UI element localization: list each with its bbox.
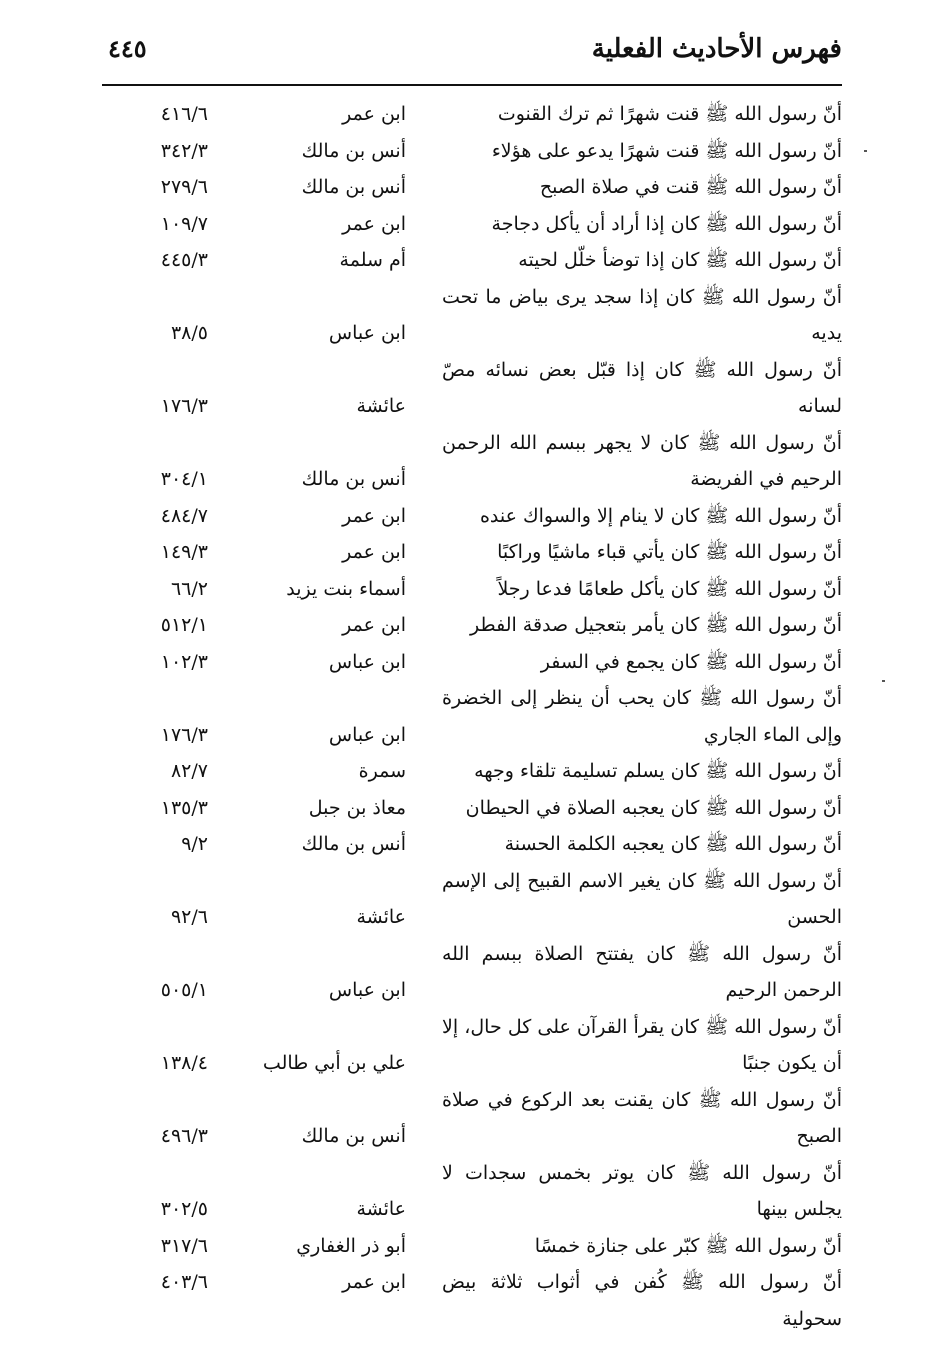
- narrator-name: ابن عباس: [328, 650, 406, 673]
- narrator-name: ابن عباس: [328, 322, 406, 344]
- index-entry: [108, 863, 842, 936]
- volume-page-ref: ٣٤٢/٣: [160, 139, 208, 162]
- narrator-name: ابن عمر: [342, 212, 406, 235]
- narrator-name: ابن عمر: [342, 541, 406, 563]
- hadith-text: أنّ رسول الله ﷺ كان إذا سجد يرى بياض ما تحت يديه: [442, 285, 842, 344]
- hadith-text: أنّ رسول الله ﷺ كان إذا توضأ خلّل لحيته: [518, 249, 842, 271]
- narrator-name: علي بن أبي طالب: [262, 1052, 406, 1074]
- hadith-text: أنّ رسول الله ﷺ قنت شهرًا يدعو على هؤلاء: [491, 139, 842, 162]
- hadith-text: أنّ رسول الله ﷺ كُفن في أثواب ثلاثة بيض سحولية: [442, 1271, 842, 1330]
- volume-page-ref: ٤٤٥/٣: [160, 249, 208, 271]
- scan-speck: [864, 150, 867, 152]
- narrator-name: سمرة: [358, 760, 406, 782]
- narrator-name: أنس بن مالك: [301, 176, 406, 198]
- hadith-text: أنّ رسول الله ﷺ كان يأمر بتعجيل صدقة الفطر: [470, 614, 842, 636]
- volume-page-ref: ٣٠٤/١: [160, 468, 208, 490]
- index-entry: [108, 1264, 842, 1330]
- index-entry: [108, 352, 842, 425]
- narrator-name: أنس بن مالك: [301, 468, 406, 490]
- volume-page-ref: ٣٨/٥: [170, 322, 208, 344]
- narrator-name: عائشة: [356, 906, 406, 928]
- hadith-text: أنّ رسول الله ﷺ كان يأتي قباء ماشيًا وراكبًا: [497, 541, 842, 563]
- hadith-text: أنّ رسول الله ﷺ كان يعجبه الكلمة الحسنة: [504, 833, 842, 855]
- index-entry: [108, 498, 842, 535]
- index-entry: [108, 1009, 842, 1082]
- volume-page-ref: ٦٦/٢: [170, 577, 208, 600]
- volume-page-ref: ١٧٦/٣: [160, 723, 208, 746]
- hadith-text: أنّ رسول الله ﷺ كان إذا قبّل بعض نسائه مصّ لسانه: [442, 358, 842, 417]
- hadith-index-list: [108, 96, 842, 1330]
- index-entry: [108, 1082, 842, 1155]
- narrator-name: أنس بن مالك: [301, 1125, 406, 1147]
- volume-page-ref: ٣٠٢/٥: [160, 1198, 208, 1220]
- narrator-name: ابن عمر: [342, 1271, 406, 1293]
- index-entry: [108, 133, 842, 170]
- narrator-name: ابن عمر: [342, 504, 406, 527]
- index-entry: [108, 680, 842, 753]
- hadith-text: أنّ رسول الله ﷺ كان يفتتح الصلاة ببسم الله الرحمن الرحيم: [442, 942, 842, 1001]
- hadith-text: أنّ رسول الله ﷺ كان يوتر بخمس سجدات لا يجلس بينها: [442, 1161, 842, 1220]
- volume-page-ref: ٤٨٤/٧: [160, 504, 208, 527]
- narrator-name: أنس بن مالك: [301, 139, 406, 162]
- volume-page-ref: ١٠٩/٧: [160, 212, 208, 235]
- hadith-text: أنّ رسول الله ﷺ كان يحب أن ينظر إلى الخضرة وإلى الماء الجاري: [442, 687, 842, 746]
- hadith-text: أنّ رسول الله ﷺ كان يأكل طعامًا فدعا رجلاً: [497, 577, 842, 600]
- hadith-text: أنّ رسول الله ﷺ كان يجمع في السفر: [540, 650, 842, 673]
- scan-speck: [882, 680, 885, 682]
- hadith-text: أنّ رسول الله ﷺ كان يغير الاسم القبيح إلى الإسم الحسن: [442, 869, 842, 928]
- hadith-text: أنّ رسول الله ﷺ كان لا يجهر ببسم الله الرحمن الرحيم في الفريضة: [442, 431, 842, 490]
- volume-page-ref: ٩/٢: [181, 833, 208, 855]
- hadith-text: أنّ رسول الله ﷺ كان يقرأ القرآن على كل حال، إلا أن يكون جنبًا: [442, 1015, 842, 1074]
- volume-page-ref: ١٧٦/٣: [160, 395, 208, 417]
- narrator-name: ابن عباس: [328, 979, 406, 1001]
- index-entry: [108, 279, 842, 352]
- narrator-name: أنس بن مالك: [301, 833, 406, 855]
- hadith-text: أنّ رسول الله ﷺ كبّر على جنازة خمسًا: [534, 1234, 842, 1257]
- volume-page-ref: ٣١٧/٦: [160, 1234, 208, 1257]
- volume-page-ref: ١٠٢/٣: [160, 650, 208, 673]
- hadith-text: أنّ رسول الله ﷺ قنت شهرًا ثم ترك القنوت: [497, 103, 842, 125]
- volume-page-ref: ٤٩٦/٣: [160, 1125, 208, 1147]
- index-entry: [108, 571, 842, 608]
- narrator-name: أم سلمة: [339, 249, 406, 271]
- volume-page-ref: ٥١٢/١: [160, 614, 208, 636]
- index-entry: [108, 425, 842, 498]
- index-entry: [108, 242, 842, 279]
- index-entry: [108, 1228, 842, 1265]
- page-title: فهرس الأحاديث الفعلية: [591, 34, 842, 64]
- narrator-name: ابن عمر: [342, 614, 406, 636]
- page-header: [108, 28, 842, 76]
- index-entry: [108, 607, 842, 644]
- index-entry: [108, 206, 842, 243]
- index-entry: [108, 1155, 842, 1228]
- volume-page-ref: ١٣٨/٤: [160, 1052, 208, 1074]
- volume-page-ref: ١٣٥/٣: [160, 796, 208, 819]
- page-number: ٤٤٥: [108, 34, 147, 63]
- narrator-name: ابن عباس: [328, 723, 406, 746]
- volume-page-ref: ١٤٩/٣: [160, 541, 208, 563]
- narrator-name: عائشة: [356, 395, 406, 417]
- hadith-text: أنّ رسول الله ﷺ كان لا ينام إلا والسواك عنده: [479, 504, 842, 527]
- volume-page-ref: ٤١٦/٦: [160, 103, 208, 125]
- narrator-name: أبو ذر الغفاري: [296, 1234, 406, 1257]
- narrator-name: معاذ بن جبل: [308, 796, 406, 819]
- narrator-name: ابن عمر: [342, 103, 406, 125]
- hadith-text: أنّ رسول الله ﷺ كان يقنت بعد الركوع في صلاة الصبح: [442, 1088, 842, 1147]
- index-entry: [108, 169, 842, 206]
- volume-page-ref: ٤٠٣/٦: [160, 1271, 208, 1293]
- index-entry: [108, 644, 842, 681]
- hadith-text: أنّ رسول الله ﷺ كان يعجبه الصلاة في الحيطان: [465, 796, 842, 819]
- narrator-name: عائشة: [356, 1198, 406, 1220]
- index-entry: [108, 826, 842, 863]
- volume-page-ref: ٢٧٩/٦: [160, 176, 208, 198]
- hadith-text: أنّ رسول الله ﷺ كان يسلم تسليمة تلقاء وجهه: [474, 760, 842, 782]
- index-entry: [108, 790, 842, 827]
- index-entry: [108, 753, 842, 790]
- header-rule: [102, 84, 842, 86]
- hadith-text: أنّ رسول الله ﷺ قنت في صلاة الصبح: [539, 176, 842, 198]
- hadith-text: أنّ رسول الله ﷺ كان إذا أراد أن يأكل دجاجة: [491, 212, 842, 235]
- narrator-name: أسماء بنت يزيد: [286, 577, 406, 600]
- index-entry: [108, 96, 842, 133]
- volume-page-ref: ٨٢/٧: [170, 760, 208, 782]
- index-entry: [108, 534, 842, 571]
- volume-page-ref: ٥٠٥/١: [160, 979, 208, 1001]
- index-entry: [108, 936, 842, 1009]
- volume-page-ref: ٩٢/٦: [170, 906, 208, 928]
